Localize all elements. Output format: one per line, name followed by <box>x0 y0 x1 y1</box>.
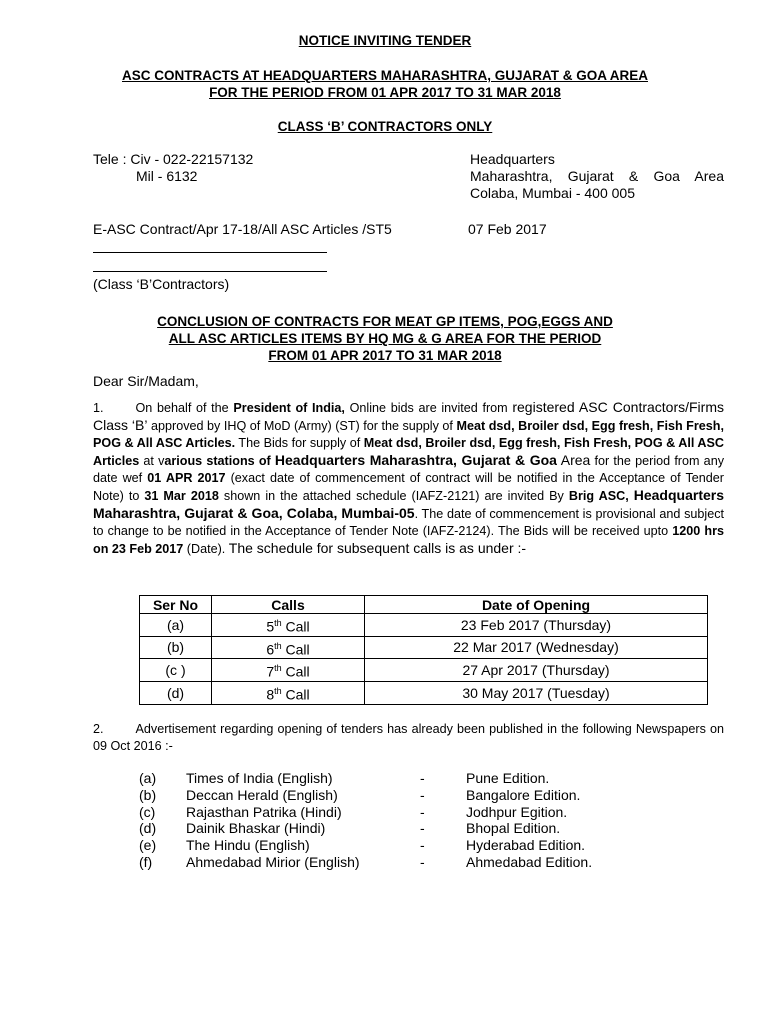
list-item <box>139 854 659 871</box>
table-row <box>140 614 708 637</box>
cell-date: 27 Apr 2017 (Thursday) <box>365 659 708 682</box>
newspaper-name: Rajasthan Patrika (Hindi) <box>186 803 342 820</box>
cell-call <box>212 659 365 682</box>
para1-bold: 01 APR 2017 <box>147 471 226 485</box>
address-line2: Maharashtra, Gujarat & Goa Area <box>470 168 724 184</box>
reference-number: E-ASC Contract/Apr 17-18/All ASC Articles /ST5 <box>93 221 392 237</box>
newspaper-dash: - <box>420 770 425 786</box>
col-header-date-of-opening: Date of Opening <box>365 596 708 614</box>
para1-text: registered ASC Contractors/Firms Class ‘B’ <box>93 399 724 433</box>
newspaper-dash: - <box>420 853 425 870</box>
newspaper-name: Ahmedabad Mirior (English) <box>186 853 360 870</box>
table-row <box>140 681 708 704</box>
call-word: Call <box>281 641 310 658</box>
para1-text: Area <box>556 452 591 468</box>
cell-call <box>212 681 365 704</box>
address-blank-line-1 <box>93 252 327 253</box>
para1-text: The Bids for supply of <box>235 436 364 450</box>
para1-bold: Meat dsd, Broiler dsd, Egg fresh, Fish Fresh, POG & All ASC Articles. <box>93 419 724 450</box>
address-blank-line-2 <box>93 271 327 272</box>
list-item <box>139 787 659 804</box>
schedule-table <box>139 595 708 705</box>
salutation: Dear Sir/Madam, <box>93 373 199 389</box>
paragraph-2 <box>93 721 724 755</box>
list-item <box>139 804 659 821</box>
call-word: Call <box>281 663 310 680</box>
para1-number: 1. <box>93 401 104 415</box>
cell-call <box>212 636 365 659</box>
para1-bold: Meat dsd, Broiler dsd, Egg fresh, Fish Fresh, POG & All ASC Articles <box>93 436 725 468</box>
call-suffix: th <box>274 640 282 651</box>
newspaper-ser: (d) <box>139 820 157 837</box>
para1-bold: Headquarters Maharashtra, Gujarat & Goa, Colaba, Mumbai-05 <box>93 487 725 521</box>
newspaper-edition: Bangalore Edition. <box>466 786 581 803</box>
notice-subtitle-line2: FOR THE PERIOD FROM 01 APR 2017 TO 31 MAR 2018 <box>209 85 561 100</box>
paragraph-1 <box>93 399 724 558</box>
newspaper-ser: (e) <box>139 837 157 854</box>
newspaper-list <box>139 770 659 871</box>
para1-bold: Headquarters Maharashtra, Gujarat & Goa <box>274 452 557 468</box>
newspaper-ser: (b) <box>139 786 157 803</box>
para1-text: approved by IHQ of MoD (Army) (ST) for the supply of <box>147 419 457 433</box>
subject-line1: CONCLUSION OF CONTRACTS FOR MEAT GP ITEMS, POG,EGGS AND <box>157 314 613 329</box>
subject-line3: FROM 01 APR 2017 TO 31 MAR 2018 <box>268 348 502 363</box>
para1-bold: 1200 hrs on 23 Feb 2017 <box>93 524 724 556</box>
para1-text: for the period from any date wef <box>93 454 724 485</box>
class-line: CLASS ‘B’ CONTRACTORS ONLY <box>277 119 493 134</box>
newspaper-name: Times of India (English) <box>186 770 333 786</box>
para1-text: On behalf of the <box>135 401 234 415</box>
call-suffix: th <box>274 685 282 696</box>
call-number: 8 <box>266 686 275 703</box>
list-item <box>139 820 659 837</box>
para1-text: at v <box>139 454 165 468</box>
para1-text: shown in the attached schedule (IAFZ-2121) are invited By <box>218 489 569 503</box>
newspaper-ser: (a) <box>139 770 157 786</box>
newspaper-dash: - <box>420 837 425 854</box>
cell-ser: (a) <box>140 614 212 637</box>
call-number: 7 <box>266 663 275 680</box>
call-word: Call <box>281 686 310 703</box>
addressee: (Class ‘B’Contractors) <box>93 276 230 292</box>
tele-civ: Tele : Civ - 022-22157132 <box>93 151 254 167</box>
cell-call <box>212 614 365 637</box>
cell-ser: (d) <box>140 681 212 704</box>
subject-line2: ALL ASC ARTICLES ITEMS BY HQ MG & G AREA FOR THE PERIOD <box>168 331 602 346</box>
call-number: 6 <box>266 641 275 658</box>
para2-number: 2. <box>93 722 104 736</box>
para1-bold: 31 Mar 2018 <box>144 489 219 503</box>
col-header-calls: Calls <box>212 596 365 614</box>
call-suffix: th <box>274 663 282 674</box>
list-item <box>139 770 659 787</box>
newspaper-dash: - <box>420 786 425 803</box>
table-header-row <box>140 596 708 614</box>
cell-date: 30 May 2017 (Tuesday) <box>365 681 708 704</box>
newspaper-ser: (f) <box>139 853 153 870</box>
newspaper-name: Deccan Herald (English) <box>186 786 338 803</box>
list-item <box>139 837 659 854</box>
newspaper-name: The Hindu (English) <box>186 837 310 854</box>
para1-bold: arious stations of <box>164 454 271 468</box>
newspaper-name: Dainik Bhaskar (Hindi) <box>186 820 326 837</box>
call-word: Call <box>281 618 310 635</box>
notice-subtitle-line1: ASC CONTRACTS AT HEADQUARTERS MAHARASHTRA, GUJARAT & GOA AREA <box>122 68 648 83</box>
newspaper-dash: - <box>420 820 425 837</box>
newspaper-edition: Bhopal Edition. <box>466 820 561 837</box>
newspaper-edition: Pune Edition. <box>466 770 550 786</box>
newspaper-dash: - <box>420 803 425 820</box>
call-suffix: th <box>274 618 282 628</box>
newspaper-edition: Ahmedabad Edition. <box>466 853 593 870</box>
newspaper-edition: Hyderabad Edition. <box>466 837 586 854</box>
newspaper-ser: (c) <box>139 803 156 820</box>
para1-text: . The date of commencement is provisional and subject to change to be notified in the Acceptance of Tender Note (IAFZ-2124). The Bids will be received upto <box>93 507 724 538</box>
para1-text: (Date). <box>183 542 226 556</box>
address-line1: Headquarters <box>470 151 555 167</box>
notice-title: NOTICE INVITING TENDER <box>298 33 472 48</box>
para2-text: Advertisement regarding opening of tenders has already been published in the following Newspapers on 09 Oct 2016 :- <box>93 722 724 753</box>
para1-bold: President of India, <box>233 401 345 415</box>
para1-bold: Brig ASC, <box>568 489 634 503</box>
reference-date: 07 Feb 2017 <box>468 221 547 237</box>
table-row <box>140 636 708 659</box>
para1-text: (exact date of commencement of contract will be notified in the Acceptance of Tender Note) to <box>93 471 725 503</box>
para1-text: The schedule for subsequent calls is as under :- <box>228 540 527 556</box>
address-line3: Colaba, Mumbai - 400 005 <box>470 185 635 201</box>
newspaper-edition: Jodhpur Egition. <box>466 803 568 820</box>
cell-date: 23 Feb 2017 (Thursday) <box>365 614 708 637</box>
tele-mil: Mil - 6132 <box>136 168 198 184</box>
cell-ser: (b) <box>140 636 212 659</box>
col-header-ser-no: Ser No <box>140 596 212 614</box>
para1-text: Online bids are invited from <box>344 401 513 415</box>
call-number: 5 <box>266 618 275 635</box>
cell-date: 22 Mar 2017 (Wednesday) <box>365 636 708 659</box>
cell-ser: (c ) <box>140 659 212 682</box>
table-row <box>140 659 708 682</box>
